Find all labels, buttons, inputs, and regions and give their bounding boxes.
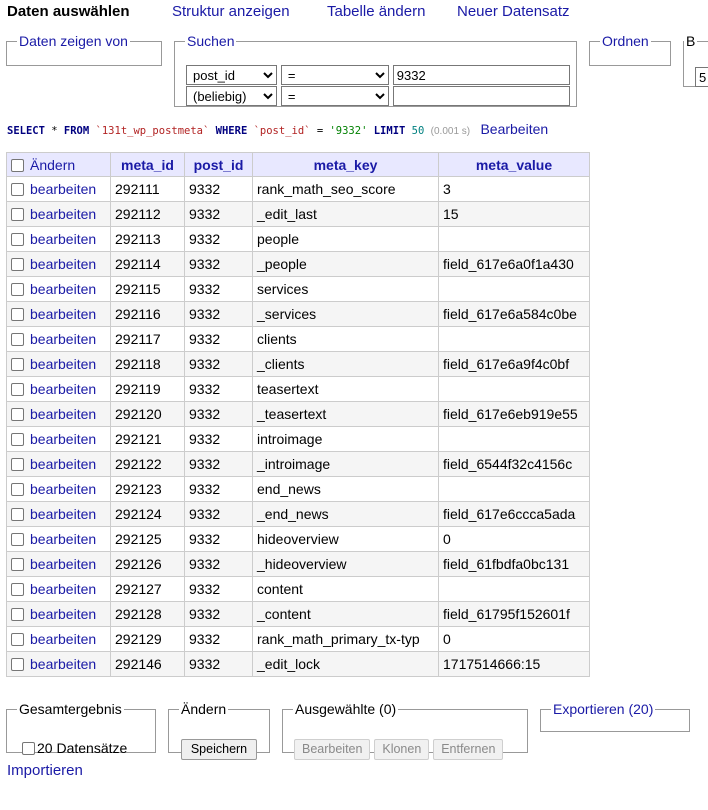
row-checkbox[interactable] [11, 208, 24, 221]
row-checkbox[interactable] [11, 333, 24, 346]
limit-legend: B [686, 33, 696, 49]
search-fieldset [174, 33, 577, 107]
table-row [7, 377, 590, 402]
post-id-cell: 9332 [185, 177, 253, 202]
meta-key-cell: rank_math_primary_tx-typ [253, 627, 439, 652]
table-header-row [7, 153, 590, 177]
delete-selected-button[interactable]: Entfernen [433, 739, 503, 760]
sql-eq: = [310, 125, 330, 137]
meta-key-cell: _teasertext [253, 402, 439, 427]
total-label: 20 Datensätze [37, 740, 128, 756]
sql-star: * [44, 125, 64, 137]
row-edit-link[interactable]: bearbeiten [30, 256, 97, 272]
table-row [7, 577, 590, 602]
post-id-cell: 9332 [185, 277, 253, 302]
meta-key-cell: introimage [253, 427, 439, 452]
table-row [7, 252, 590, 277]
row-edit-link[interactable]: bearbeiten [30, 531, 97, 547]
meta-id-cell: 292125 [111, 527, 185, 552]
save-button[interactable]: Speichern [181, 739, 257, 760]
meta-id-cell: 292121 [111, 427, 185, 452]
table-row [7, 202, 590, 227]
row-edit-link[interactable]: bearbeiten [30, 406, 97, 422]
row-edit-link[interactable]: bearbeiten [30, 506, 97, 522]
nav-show-structure[interactable]: Struktur anzeigen [172, 3, 290, 20]
sql-where: WHERE [215, 125, 248, 137]
meta-id-cell: 292111 [111, 177, 185, 202]
search-operator-select-1[interactable] [281, 65, 389, 85]
post-id-cell: 9332 [185, 202, 253, 227]
search-column-select-2[interactable] [186, 86, 277, 106]
meta-key-cell: rank_math_seo_score [253, 177, 439, 202]
row-checkbox[interactable] [11, 233, 24, 246]
search-operator-select-2[interactable] [281, 86, 389, 106]
row-checkbox[interactable] [11, 633, 24, 646]
sql-select: SELECT [7, 125, 45, 137]
meta-id-cell: 292127 [111, 577, 185, 602]
row-checkbox[interactable] [11, 258, 24, 271]
row-edit-link[interactable]: bearbeiten [30, 381, 97, 397]
row-edit-link[interactable]: bearbeiten [30, 431, 97, 447]
row-checkbox[interactable] [11, 533, 24, 546]
row-edit-link[interactable]: bearbeiten [30, 181, 97, 197]
meta-value-cell: field_617e6eb919e55 [439, 402, 590, 427]
meta-key-cell: _services [253, 302, 439, 327]
row-checkbox[interactable] [11, 408, 24, 421]
selected-fieldset [282, 701, 528, 756]
header-meta-key[interactable]: meta_key [253, 153, 439, 177]
row-edit-link[interactable]: bearbeiten [30, 281, 97, 297]
row-edit-link[interactable]: bearbeiten [30, 331, 97, 347]
meta-id-cell: 292124 [111, 502, 185, 527]
meta-key-cell: hideoverview [253, 527, 439, 552]
post-id-cell: 9332 [185, 577, 253, 602]
row-edit-link[interactable]: bearbeiten [30, 481, 97, 497]
meta-key-cell: _hideoverview [253, 552, 439, 577]
meta-key-cell: _edit_lock [253, 652, 439, 677]
meta-value-cell: 0 [439, 627, 590, 652]
table-row [7, 452, 590, 477]
row-checkbox[interactable] [11, 458, 24, 471]
row-select-cell [7, 627, 111, 652]
row-checkbox[interactable] [11, 558, 24, 571]
select-all-results-checkbox[interactable] [22, 742, 35, 755]
row-select-cell [7, 227, 111, 252]
post-id-cell: 9332 [185, 302, 253, 327]
table-row [7, 502, 590, 527]
post-id-cell: 9332 [185, 227, 253, 252]
import-link[interactable]: Importieren [7, 762, 83, 779]
header-change [7, 153, 111, 177]
row-checkbox[interactable] [11, 583, 24, 596]
row-select-cell [7, 302, 111, 327]
meta-id-cell: 292123 [111, 477, 185, 502]
table-row [7, 327, 590, 352]
meta-id-cell: 292114 [111, 252, 185, 277]
post-id-cell: 9332 [185, 502, 253, 527]
meta-value-cell [439, 577, 590, 602]
post-id-cell: 9332 [185, 377, 253, 402]
meta-key-cell: _people [253, 252, 439, 277]
meta-value-cell [439, 327, 590, 352]
sql-time: (0.001 s) [430, 126, 471, 137]
sql-value: '9332' [329, 125, 368, 137]
post-id-cell: 9332 [185, 452, 253, 477]
meta-value-cell [439, 377, 590, 402]
row-checkbox[interactable] [11, 508, 24, 521]
table-row [7, 552, 590, 577]
header-meta-value[interactable]: meta_value [439, 153, 590, 177]
row-edit-link[interactable]: bearbeiten [30, 631, 97, 647]
sql-table: `131t_wp_postmeta` [95, 125, 210, 137]
row-select-cell [7, 577, 111, 602]
meta-value-cell: 0 [439, 527, 590, 552]
meta-key-cell: end_news [253, 477, 439, 502]
export-fieldset [540, 701, 690, 732]
table-row [7, 402, 590, 427]
row-checkbox[interactable] [11, 383, 24, 396]
meta-id-cell: 292118 [111, 352, 185, 377]
table-row [7, 352, 590, 377]
meta-value-cell: field_617e6a584c0be [439, 302, 590, 327]
post-id-cell: 9332 [185, 652, 253, 677]
search-value-input-2[interactable] [393, 86, 570, 106]
meta-id-cell: 292129 [111, 627, 185, 652]
meta-key-cell: _clients [253, 352, 439, 377]
row-checkbox[interactable] [11, 183, 24, 196]
table-row [7, 477, 590, 502]
meta-id-cell: 292146 [111, 652, 185, 677]
post-id-cell: 9332 [185, 552, 253, 577]
row-select-cell [7, 477, 111, 502]
meta-value-cell: 15 [439, 202, 590, 227]
edit-selected-button[interactable]: Bearbeiten [294, 739, 370, 760]
table-row [7, 602, 590, 627]
table-row [7, 277, 590, 302]
sql-column: `post_id` [253, 125, 311, 137]
header-meta-id[interactable]: meta_id [111, 153, 185, 177]
meta-value-cell [439, 477, 590, 502]
row-checkbox[interactable] [11, 433, 24, 446]
total-fieldset [6, 701, 156, 756]
row-select-cell [7, 352, 111, 377]
meta-key-cell: _introimage [253, 452, 439, 477]
row-checkbox[interactable] [11, 608, 24, 621]
show-data-from-link[interactable]: Daten zeigen von [19, 33, 128, 49]
meta-id-cell: 292128 [111, 602, 185, 627]
post-id-cell: 9332 [185, 352, 253, 377]
row-edit-link[interactable]: bearbeiten [30, 231, 97, 247]
meta-value-cell: field_617e6ccca5ada [439, 502, 590, 527]
total-legend: Gesamtergebnis [19, 701, 122, 717]
limit-fieldset [683, 33, 708, 87]
row-select-cell [7, 202, 111, 227]
select-all-checkbox[interactable] [11, 159, 24, 172]
row-edit-link[interactable]: bearbeiten [30, 456, 97, 472]
row-checkbox[interactable] [11, 308, 24, 321]
meta-value-cell: field_61795f152601f [439, 602, 590, 627]
limit-input[interactable] [695, 67, 708, 87]
meta-key-cell: _edit_last [253, 202, 439, 227]
row-select-cell [7, 327, 111, 352]
post-id-cell: 9332 [185, 602, 253, 627]
meta-id-cell: 292115 [111, 277, 185, 302]
row-select-cell [7, 402, 111, 427]
row-select-cell [7, 177, 111, 202]
row-checkbox[interactable] [11, 283, 24, 296]
row-edit-link[interactable]: bearbeiten [30, 356, 97, 372]
post-id-cell: 9332 [185, 527, 253, 552]
row-select-cell [7, 452, 111, 477]
meta-id-cell: 292122 [111, 452, 185, 477]
row-checkbox[interactable] [11, 658, 24, 671]
meta-id-cell: 292120 [111, 402, 185, 427]
table-row [7, 627, 590, 652]
order-legend[interactable]: Ordnen [602, 33, 649, 49]
table-row [7, 427, 590, 452]
meta-key-cell: teasertext [253, 377, 439, 402]
selected-legend: Ausgewählte (0) [295, 701, 397, 717]
show-data-from-fieldset [6, 33, 162, 66]
meta-value-cell: field_617e6a0f1a430 [439, 252, 590, 277]
header-change-label[interactable]: Ändern [30, 156, 76, 173]
table-row [7, 177, 590, 202]
meta-value-cell [439, 277, 590, 302]
meta-value-cell [439, 427, 590, 452]
meta-value-cell: field_61fbdfa0bc131 [439, 552, 590, 577]
meta-id-cell: 292116 [111, 302, 185, 327]
row-edit-link[interactable]: bearbeiten [30, 656, 97, 672]
search-column-select-1[interactable] [186, 65, 277, 85]
row-select-cell [7, 527, 111, 552]
search-legend[interactable]: Suchen [187, 33, 235, 49]
row-edit-link[interactable]: bearbeiten [30, 306, 97, 322]
header-post-id[interactable]: post_id [185, 153, 253, 177]
change-fieldset [168, 701, 270, 756]
post-id-cell: 9332 [185, 627, 253, 652]
meta-key-cell: _content [253, 602, 439, 627]
table-row [7, 652, 590, 677]
meta-key-cell: people [253, 227, 439, 252]
meta-id-cell: 292112 [111, 202, 185, 227]
clone-selected-button[interactable]: Klonen [374, 739, 429, 760]
meta-id-cell: 292117 [111, 327, 185, 352]
row-select-cell [7, 427, 111, 452]
row-select-cell [7, 502, 111, 527]
row-select-cell [7, 377, 111, 402]
nav-new-record[interactable]: Neuer Datensatz [457, 3, 570, 20]
post-id-cell: 9332 [185, 477, 253, 502]
row-select-cell [7, 552, 111, 577]
export-link[interactable]: Exportieren (20) [553, 701, 654, 717]
post-id-cell: 9332 [185, 327, 253, 352]
meta-value-cell: field_6544f32c4156c [439, 452, 590, 477]
meta-key-cell: _end_news [253, 502, 439, 527]
meta-id-cell: 292119 [111, 377, 185, 402]
order-fieldset [589, 33, 671, 66]
row-checkbox[interactable] [11, 358, 24, 371]
row-select-cell [7, 602, 111, 627]
meta-value-cell: 1717514666:15 [439, 652, 590, 677]
post-id-cell: 9332 [185, 402, 253, 427]
table-row [7, 302, 590, 327]
meta-value-cell: 3 [439, 177, 590, 202]
row-select-cell [7, 252, 111, 277]
row-edit-link[interactable]: bearbeiten [30, 556, 97, 572]
table-row [7, 527, 590, 552]
row-select-cell [7, 652, 111, 677]
sql-edit-link[interactable]: Bearbeiten [480, 121, 549, 137]
post-id-cell: 9332 [185, 427, 253, 452]
nav-alter-table[interactable]: Tabelle ändern [327, 3, 426, 20]
table-body [7, 177, 590, 677]
post-id-cell: 9332 [185, 252, 253, 277]
meta-id-cell: 292113 [111, 227, 185, 252]
sql-query [7, 121, 548, 137]
sql-limit: LIMIT [373, 125, 406, 137]
results-table [6, 152, 590, 677]
meta-id-cell: 292126 [111, 552, 185, 577]
meta-key-cell: services [253, 277, 439, 302]
sql-from: FROM [63, 125, 90, 137]
sql-limit-value: 50 [411, 125, 425, 137]
row-checkbox[interactable] [11, 483, 24, 496]
row-edit-link[interactable]: bearbeiten [30, 606, 97, 622]
meta-value-cell [439, 227, 590, 252]
search-value-input-1[interactable] [393, 65, 570, 85]
table-row [7, 227, 590, 252]
meta-key-cell: clients [253, 327, 439, 352]
row-edit-link[interactable]: bearbeiten [30, 206, 97, 222]
change-legend: Ändern [181, 701, 227, 717]
row-edit-link[interactable]: bearbeiten [30, 581, 97, 597]
nav-select-data: Daten auswählen [7, 3, 130, 20]
meta-value-cell: field_617e6a9f4c0bf [439, 352, 590, 377]
meta-key-cell: content [253, 577, 439, 602]
row-select-cell [7, 277, 111, 302]
